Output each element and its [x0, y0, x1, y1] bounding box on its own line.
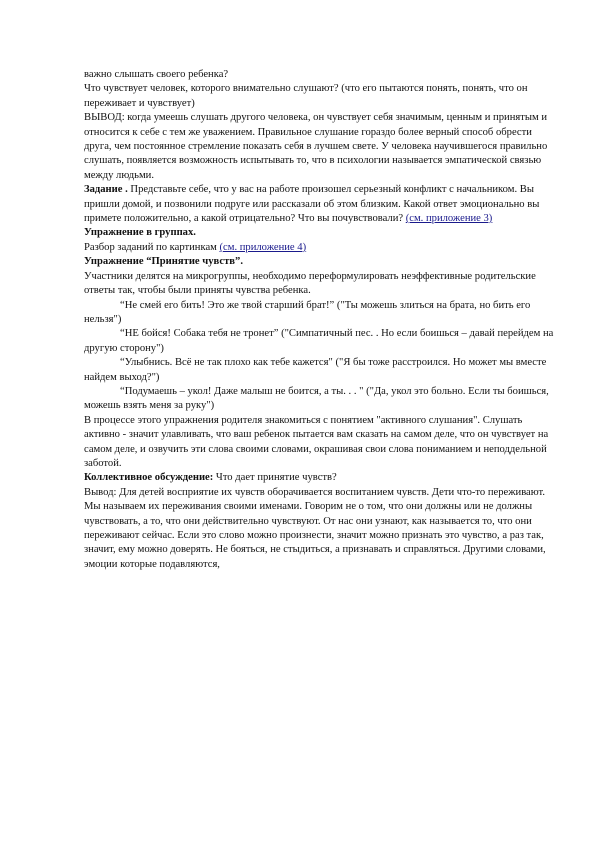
discussion-text: Что дает принятие чувств?: [213, 472, 337, 484]
document-page: [84, 68, 554, 572]
paragraph-conclusion: ВЫВОД: когда умеешь слушать другого человека, он чувствует себя значимым, ценным и принятым и относится к себе с тем же уважением. Правильное слушание гораздо более верный способ обрести друга, чем постоянное стремление показать себя в лучшем свете. У человека научившегося правильно слушать, появляется возможность испытывать то, что в психологии называется эмпатической связью между людьми.: [84, 112, 548, 181]
group-exercise-title: Упражнение в группах.: [84, 227, 196, 239]
example-response-4: “Подумаешь – укол! Даже малыш не боится, а ты. . . " ("Да, укол это больно. Если ты боишься, можешь взять меня за руку"): [84, 385, 549, 412]
heading-group-exercise: [84, 226, 554, 240]
paragraph-active-listening: В процессе этого упражнения родителя знакомиться с понятием "активного слушания". Слушать активно - значит улавливать, что ваш ребенок пытается вам сказать на самом деле, что он чувствует на самом деле, и озвучить эти слова своими словами, окрашивая свои слова пониманием и неподдельной заботой.: [84, 414, 549, 469]
accepting-feelings-title: Упражнение “Принятие чувств”.: [84, 256, 243, 268]
paragraph-question: Что чувствует человек, которого внимательно слушают? (что его пытаются понять, понять, что он переживает и чувствует): [84, 83, 528, 109]
pictures-text: Разбор заданий по картинкам: [84, 241, 220, 253]
example-response-1: “Не смей его бить! Это же твой старший брат!” ("Ты можешь злиться на брата, но бить его нельзя"): [84, 299, 531, 325]
task-text: Представьте себе, что у вас на работе произошел серьезный конфликт с начальником. Вы пришли домой, и позвонили подруге или рассказали об этом близким. Какой ответ эмоционально вы примете положительно, а какой отрицательно? Что вы почувствовали?: [84, 184, 540, 225]
heading-accepting-feelings: [84, 255, 554, 269]
task-label: Задание .: [84, 184, 128, 196]
example-response-3: “Улыбнись. Всё не так плохо как тебе кажется" ("Я бы тоже расстроился. Но может мы вместе найдем выход?"): [84, 357, 547, 383]
paragraph-instructions: Участники делятся на микрогруппы, необходимо переформулировать неэффективные родительские ответы так, чтобы были приняты чувства ребенка.: [84, 270, 536, 297]
appendix-3-link[interactable]: (см. приложение 3): [405, 213, 493, 225]
paragraph-final-conclusion: Вывод: Для детей восприятие их чувств оборачивается воспитанием чувств. Дети что-то переживают. Мы называем их переживания своими именами. Говорим не о том, что они должны или не должны чувствовать, а то, что они действительно чувствуют. От нас они узнают, как называется то, что они переживают сейчас. Если это слово можно произнести, значит можно признать это чувство, а раз так, значит, ему можно доверять. Не бояться, не стыдиться, а признавать и справляться. Другими словами, эмоции которые подавляются,: [84, 486, 546, 570]
appendix-4-link[interactable]: (см. приложение 4): [219, 241, 307, 253]
paragraph-task: [84, 183, 554, 226]
example-response-2: “НЕ бойся! Собака тебя не тронет” ("Симпатичный пес. . Но если боишься – давай перейдем на другую сторону"): [84, 328, 554, 354]
paragraph-pictures: [84, 241, 554, 255]
paragraph-discussion: [84, 471, 554, 485]
paragraph-intro-question: важно слышать своего ребенка?: [84, 69, 229, 80]
discussion-label: Коллективное обсуждение:: [84, 472, 214, 484]
